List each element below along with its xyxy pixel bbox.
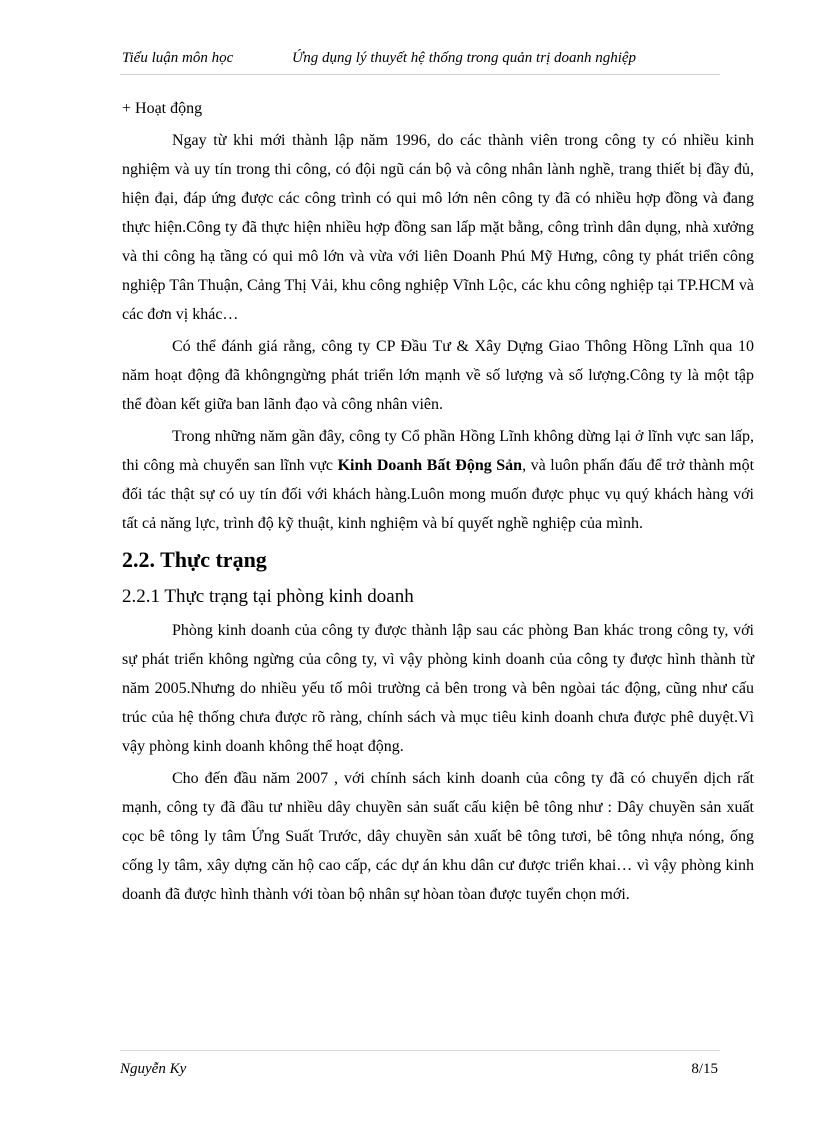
header-title: Ứng dụng lý thuyết hệ thống trong quản trị doanh nghiệp xyxy=(292,50,637,66)
paragraph-2007: Cho đến đầu năm 2007 , với chính sách kinh doanh của công ty đã có chuyển dịch rất mạnh, công ty đã đầu tư nhiều dây chuyền sản suất cấu kiện bê tông như : Dây chuyền sản xuất cọc bê tông ly tâm Ứng Suất Trước, dây chuyền sản xuất bê tông tươi, bê tông nhựa nóng, ống cống ly tâm, xây dựng căn hộ cao cấp, các dự án khu dân cư được triển khai… vì vậy phòng kinh doanh đã được hình thành với tòan bộ nhân sự hòan tòan được tuyển chọn mới. xyxy=(122,770,754,903)
paragraph-real-estate xyxy=(122,422,754,538)
paragraph-sales-dept: Phòng kinh doanh của công ty được thành lập sau các phòng Ban khác trong công ty, với sự phát triển không ngừng của công ty, vì vậy phòng kinh doanh của công ty được hình thành từ năm 2005.Nhưng do nhiều yếu tố môi trường cả bên trong và bên ngòai tác động, cũng như cấu trúc của hệ thống chưa được rõ ràng, chính sách và mục tiêu kinh doanh chưa được phê duyệt.Vì vậy phòng kinh doanh không thể hoạt động. xyxy=(122,622,754,755)
section-heading: 2.2. Thực trạng xyxy=(122,547,267,572)
paragraph-real-estate-text-2: , và luôn phấn đấu để trở thành một đối tác thật sự có uy tín đối với khách hàng.Luôn mong muốn được phục vụ quý khách hàng với tất cả năng lực, trình độ kỹ thuật, kinh nghiệm và bí quyết nghề nghiệp của mình. xyxy=(122,457,755,532)
paragraph-history: Ngay từ khi mới thành lập năm 1996, do các thành viên trong công ty có nhiều kinh nghiệm và uy tín trong thi công, có đội ngũ cán bộ và công nhân lành nghề, trang thiết bị đầy đủ, hiện đại, đáp ứng được các công trình có qui mô lớn nên công ty đã có nhiều hợp đồng và đang thực hiện.Công ty đã thực hiện nhiều hợp đồng san lấp mặt bằng, công trình dân dụng, nhà xưởng và thi công hạ tầng có qui mô lớn và vừa với liên Doanh Phú Mỹ Hưng, công ty phát triển công nghiệp Tân Thuận, Cảng Thị Vải, khu công nghiệp Vĩnh Lộc, các khu công nghiệp tại TP.HCM và các đơn vị khác… xyxy=(122,132,754,323)
real-estate-emphasis: Kinh Doanh Bất Động Sản xyxy=(337,457,523,474)
header-divider xyxy=(120,74,720,75)
document-body xyxy=(122,94,754,909)
header-subject: Tiểu luận môn học xyxy=(122,50,234,66)
paragraph-real-estate-text-1: Trong những năm gần đây, công ty Cổ phần Hồng Lĩnh không dừng lại ở lĩnh vực san lấp, thi công mà chuyển san lĩnh vực xyxy=(122,428,754,474)
footer-divider xyxy=(120,1050,720,1051)
subsection-heading: 2.2.1 Thực trạng tại phòng kinh doanh xyxy=(122,586,414,607)
paragraph-assessment: Có thể đánh giá rằng, công ty CP Đầu Tư & Xây Dựng Giao Thông Hồng Lĩnh qua 10 năm hoạt động đã khôngngừng phát triển lớn mạnh về số lượng và số lượng.Công ty là một tập thể đòan kết giữa ban lãnh đạo và công nhân viên. xyxy=(122,338,754,413)
page-number: 8/15 xyxy=(691,1061,718,1077)
footer-author: Nguyễn Ky xyxy=(120,1061,187,1077)
bullet-heading-activity: + Hoạt động xyxy=(122,100,203,117)
